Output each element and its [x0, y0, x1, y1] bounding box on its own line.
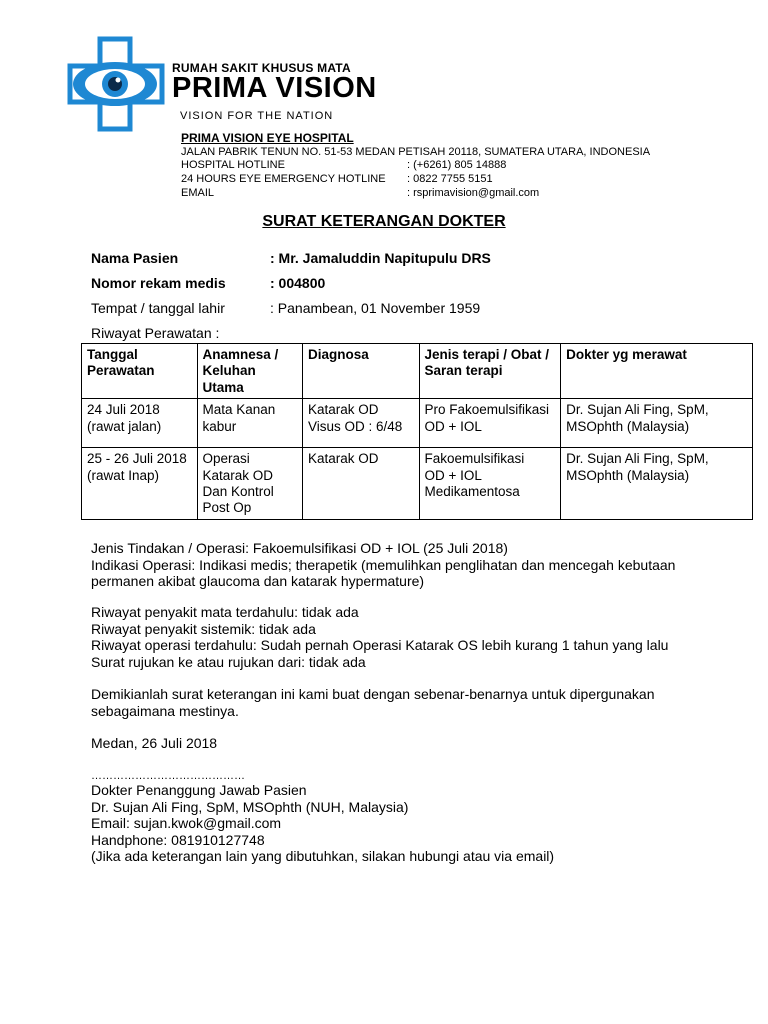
place-date-text: Medan, 26 Juli 2018	[91, 735, 218, 751]
header-anamnesa: Anamnesa / Keluhan Utama	[197, 344, 302, 399]
signature-note: (Jika ada keterangan lain yang dibutuhkan, silakan hubungi atau via email)	[91, 848, 555, 864]
surgery-history: Riwayat operasi terdahulu: Sudah pernah Operasi Katarak OS lebih kurang 1 tahun yang lalu	[91, 637, 669, 653]
brand-subtitle: RUMAH SAKIT KHUSUS MATA	[172, 61, 351, 75]
eye-history: Riwayat penyakit mata terdahulu: tidak ada	[91, 604, 359, 620]
table-row	[82, 448, 753, 520]
brand-tagline: VISION FOR THE NATION	[180, 110, 334, 122]
signature-block	[91, 770, 731, 865]
hospital-address: JALAN PABRIK TENUN NO. 51-53 MEDAN PETISAH 20118, SUMATERA UTARA, INDONESIA	[181, 146, 651, 158]
hotline-label: HOSPITAL HOTLINE	[181, 159, 285, 171]
procedure-type: Jenis Tindakan / Operasi: Fakoemulsifikasi OD + IOL (25 Juli 2018)	[91, 540, 508, 556]
birth-value: : Panambean, 01 November 1959	[270, 300, 481, 316]
document-title: SURAT KETERANGAN DOKTER	[262, 213, 506, 230]
procedure-paragraph	[91, 540, 731, 590]
treatment-history-table	[81, 343, 753, 520]
header-terapi: Jenis terapi / Obat / Saran terapi	[419, 344, 561, 399]
closing-line-2: sebagaimana mestinya.	[91, 702, 239, 719]
table-header-row	[82, 344, 753, 399]
emergency-hotline-value: : 0822 7755 5151	[407, 173, 493, 185]
header-tanggal: Tanggal Perawatan	[82, 344, 198, 399]
hospital-logo-eye-cross-icon	[66, 36, 166, 132]
indication-line-1: Indikasi Operasi: Indikasi medis; therapetik (memulihkan penglihatan dan mencegah kebutaan	[91, 556, 676, 573]
treatment-history-label: Riwayat Perawatan :	[91, 325, 220, 341]
cell-diagnosa: Katarak OD Visus OD : 6/48	[302, 399, 419, 448]
header-dokter: Dokter yg merawat	[561, 344, 753, 399]
cell-tanggal: 25 - 26 Juli 2018 (rawat Inap)	[82, 448, 198, 520]
cell-terapi: Fakoemulsifikasi OD + IOL Medikamentosa	[419, 448, 561, 520]
signature-phone: Handphone: 081910127748	[91, 831, 265, 848]
cell-anamnesa: Operasi Katarak OD Dan Kontrol Post Op	[197, 448, 302, 520]
cell-tanggal: 24 Juli 2018 (rawat jalan)	[82, 399, 198, 448]
cell-anamnesa: Mata Kanan kabur	[197, 399, 302, 448]
cell-dokter: Dr. Sujan Ali Fing, SpM, MSOphth (Malaysia)	[561, 448, 753, 520]
indication-line-2: permanen akibat glaucoma dan katarak hypermature)	[91, 573, 425, 589]
record-number-value: : 004800	[270, 275, 326, 291]
table-row	[82, 399, 753, 448]
hotline-value: : (+6261) 805 14888	[407, 159, 507, 171]
cell-terapi: Pro Fakoemulsifikasi OD + IOL	[419, 399, 561, 448]
emergency-hotline-label: 24 HOURS EYE EMERGENCY HOTLINE	[181, 173, 386, 185]
signature-role: Dokter Penanggung Jawab Pasien	[91, 782, 307, 798]
signature-dots: ……………………………………	[91, 770, 245, 782]
systemic-history: Riwayat penyakit sistemik: tidak ada	[91, 620, 316, 637]
cell-dokter: Dr. Sujan Ali Fing, SpM, MSOphth (Malaysia)	[561, 399, 753, 448]
email-value: : rsprimavision@gmail.com	[407, 187, 540, 199]
email-label: EMAIL	[181, 187, 215, 199]
signature-doctor: Dr. Sujan Ali Fing, SpM, MSOphth (NUH, Malaysia)	[91, 798, 409, 815]
patient-name-label: Nama Pasien	[91, 250, 179, 266]
closing-paragraph	[91, 686, 731, 719]
patient-name-value: : Mr. Jamaluddin Napitupulu DRS	[270, 250, 491, 266]
hospital-name: PRIMA VISION EYE HOSPITAL	[181, 131, 354, 145]
place-date	[91, 735, 731, 752]
record-number-label: Nomor rekam medis	[91, 275, 226, 291]
header-diagnosa: Diagnosa	[302, 344, 419, 399]
birth-label: Tempat / tanggal lahir	[91, 300, 225, 316]
referral: Surat rujukan ke atau rujukan dari: tidak ada	[91, 653, 366, 670]
signature-email: Email: sujan.kwok@gmail.com	[91, 815, 282, 831]
history-paragraph	[91, 604, 731, 670]
closing-line-1: Demikianlah surat keterangan ini kami buat dengan sebenar-benarnya untuk dipergunakan	[91, 686, 655, 702]
cell-diagnosa: Katarak OD	[302, 448, 419, 520]
brand-name: PRIMA VISION	[172, 72, 377, 104]
